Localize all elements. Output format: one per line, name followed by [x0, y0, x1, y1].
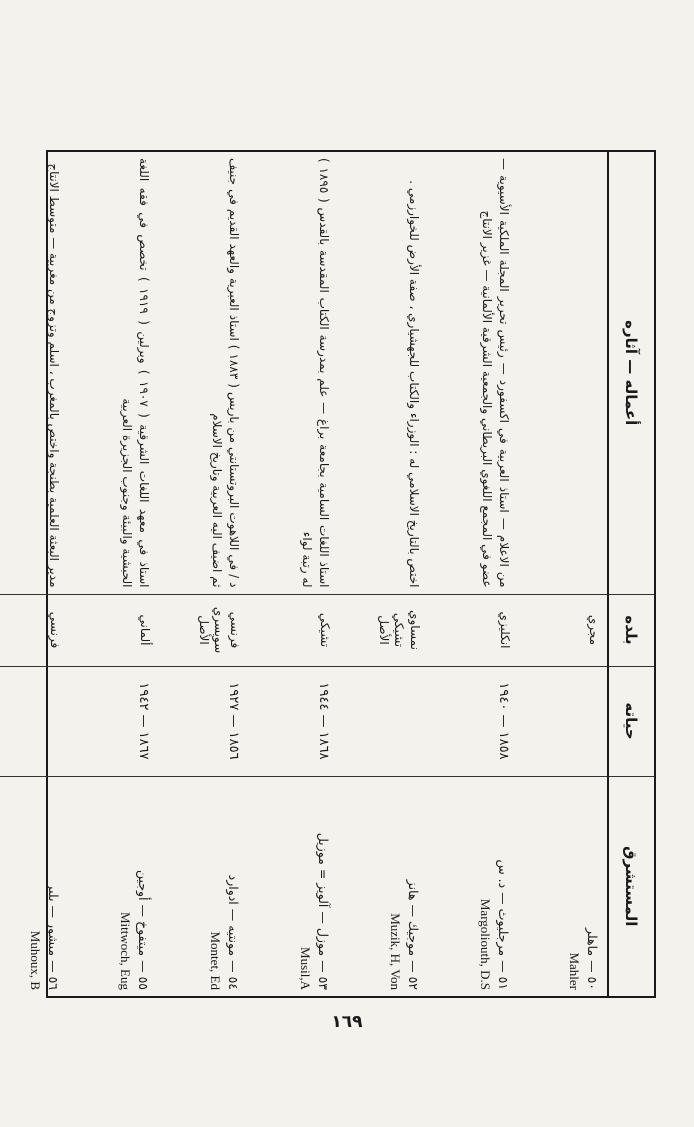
table-header-row [608, 152, 654, 996]
page-number: ١٦٩ [331, 1012, 363, 1032]
cell-life [0, 666, 68, 776]
table-row [518, 152, 608, 996]
cell-life [338, 666, 428, 776]
cell-works: من الاعلام — استاذ العربية في اكسفورد — رئيس تحرير المجلة الملكية الأسيوية — عضو في المجمع اللغوي البريطاني والجمعية الشرقية الألمانية — غزير الانتاج [479, 158, 511, 588]
cell-life: ١٨٥٦ — ١٩٢٧ [158, 666, 248, 776]
table-row [428, 152, 518, 996]
cell-country: ألماني [68, 594, 158, 666]
name-arabic: ٥١ — مرجليوث — د. س [496, 859, 511, 990]
name-arabic: ٥٠ — ماهلر [585, 927, 600, 990]
name-latin: Musil,A [297, 947, 313, 990]
cell-orientalist [0, 776, 68, 996]
name-arabic: ٥٥ — ميتفوخ — أوجين [136, 870, 151, 990]
name-arabic: ٥٦ — ميشور — بلير [46, 883, 61, 990]
cell-country: انكليزي [428, 594, 518, 666]
cell-orientalist [518, 776, 608, 996]
cell-works: مدير البعثة العلمية بطنجة واختص بالمغرب ، اسلم وتزوج من مغربية — متوسط الانتاج [47, 163, 61, 588]
cell-orientalist [248, 776, 338, 996]
header-life: حياته [608, 666, 654, 776]
table-row [68, 152, 158, 996]
table-row [248, 152, 338, 996]
cell-orientalist [338, 776, 428, 996]
table-row [338, 152, 428, 996]
name-arabic: ٥٤ — مونتيه — ادوارد [226, 874, 241, 990]
name-latin: Mahler [566, 952, 582, 990]
header-country: بلده [608, 594, 654, 666]
cell-works [518, 152, 608, 594]
name-arabic: ٥٢ — موجيك — هانز [406, 879, 421, 990]
cell-country: نمساوي تشيكي الأصل [338, 594, 428, 666]
header-orientalist: المستشرق [608, 776, 654, 996]
cell-life: ١٨٦٨ — ١٩٤٤ [248, 666, 338, 776]
name-latin: Muhoux, B [27, 930, 43, 990]
cell-works: استاذ في معهد اللغات الشرقية ( ١٩٠٧ ) وبرلين ( ١٩١٩ ) تخصص في فقه اللغة الحبشية والبيئة وجنوب الجزيرة العربية [119, 158, 151, 588]
cell-life: ١٨٥٨ — ١٩٤٠ [428, 666, 518, 776]
cell-country: مجري [518, 594, 608, 666]
cell-orientalist [428, 776, 518, 996]
name-latin: Margoliouth, D.S [477, 898, 493, 990]
cell-country: فرنسي [0, 594, 68, 666]
table-frame [27, 150, 656, 998]
header-works: أعماله — آثاره [608, 152, 654, 594]
name-arabic: ٥٣ — موزل — آلويز = موزيل [316, 832, 331, 990]
orientalists-table [0, 152, 654, 996]
cell-works: د / في اللاهوت البروتستانتي من باريس ( ١٨٨٣ ) استاذ العبرية والعهد القديم في جنيف ثم اضيف اليه العربية وتاريخ الاسلام [209, 158, 241, 588]
cell-country: فرنسي سويسري الأصل [158, 594, 248, 666]
cell-life: ١٨٦٧ — ١٩٤٢ [68, 666, 158, 776]
cell-life [518, 666, 608, 776]
name-latin: Mittwoch, Eug [117, 912, 133, 990]
name-latin: Montet, Ed [207, 931, 223, 990]
table-row [0, 152, 68, 996]
cell-works: استاذ اللغات السامية بجامعة براغ — علم بمدرسة الكتاب المقدسة بالقدس ( ١٨٩٥ ) له رتبة لواء [299, 158, 331, 588]
name-latin: Muzik, H, Von [387, 913, 403, 990]
cell-orientalist [68, 776, 158, 996]
table-row [158, 152, 248, 996]
cell-orientalist [158, 776, 248, 996]
cell-country: تشيكي [248, 594, 338, 666]
cell-works: اختص بالتاريخ الاسلامي له : الوزراء والكتاب للجهشياري ، صفة الأرض للخوارزمي . [407, 180, 421, 588]
